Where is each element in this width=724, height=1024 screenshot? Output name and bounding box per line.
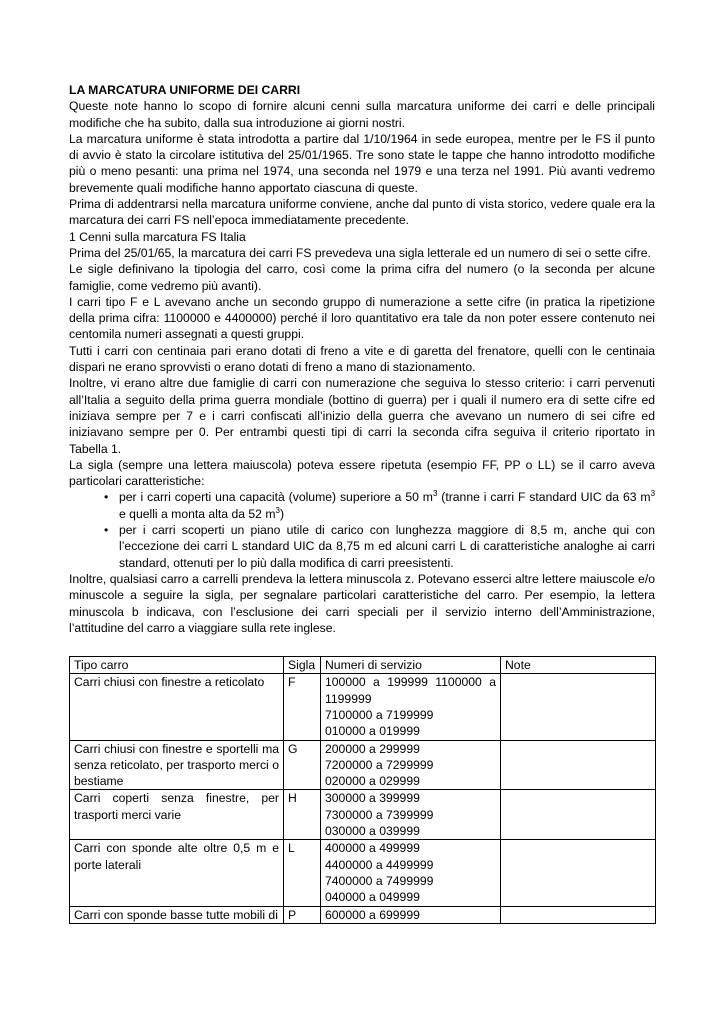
paragraph: La marcatura uniforme è stata introdotta a partire dal 1/10/1964 in sede europea, mentre per le FS il punto di avvio è stato la circolare istitutiva del 25/01/1965. Tre sono state le tappe che hanno introdotto modifiche più o meno pesanti: una prima nel 1974, una seconda nel 1979 e una terza nel 1991. Più avanti vedremo brevemente quali modifiche hanno apportato ciascuna di queste.: [69, 131, 655, 195]
table-row: [70, 840, 656, 906]
paragraph: Inoltre, vi erano altre due famiglie di carri con numerazione che seguiva lo stesso criterio: i carri pervenuti all’Italia a seguito della prima guerra mondiale (bottino di guerra) per i quali il numero era di sette cifre ed iniziava sempre per 7 e i carri confiscati all’inizio della guerra che avevano un numero di sei cifre ed iniziavano sempre per 0. Per entrambi questi tipi di carri la seconda cifra seguiva il criterio riportato in Tabella 1.: [69, 376, 655, 456]
numeri-cell: 400000 a 499999 4400000 a 4499999 7400000 a 7499999 040000 a 049999: [321, 840, 501, 906]
table-header-row: [70, 657, 656, 674]
paragraph: I carri tipo F e L avevano anche un secondo gruppo di numerazione a sette cifre (in pratica la ripetizione della prima cifra: 1100000 e 4400000) perché il loro quantitativo era tale da non poter essere contenuto nei centomila numeri assegnati a questi gruppi.: [69, 294, 655, 342]
numeri-cell: 100000 a 199999 1100000 a 1199999 7100000 a 7199999 010000 a 019999: [321, 674, 501, 740]
paragraph: Le sigle definivano la tipologia del carro, così come la prima cifra del numero (o la seconda per alcune famiglie, come vedremo più avanti).: [69, 262, 655, 293]
header-cell: Sigla: [284, 657, 321, 674]
document-page: [69, 82, 655, 924]
note-cell: [501, 790, 656, 840]
numeri-cell: 300000 a 399999 7300000 a 7399999 030000 a 039999: [321, 790, 501, 840]
table-row: [70, 740, 656, 790]
table-row: [70, 790, 656, 840]
header-cell: Tipo carro: [70, 657, 284, 674]
paragraph: Prima del 25/01/65, la marcatura dei carri FS prevedeva una sigla letterale ed un numero di sei o sette cifre.: [69, 245, 651, 260]
note-cell: [501, 906, 656, 923]
sigla-cell: P: [284, 906, 321, 923]
table-row: [70, 674, 656, 740]
bullet-icon: •: [104, 490, 109, 505]
paragraph: Queste note hanno lo scopo di fornire alcuni cenni sulla marcatura uniforme dei carri e delle principali modifiche che ha subito, dalla sua introduzione ai giorni nostri.: [69, 99, 655, 130]
bullet-icon: •: [104, 523, 109, 538]
note-cell: [501, 840, 656, 906]
bullet-item: • per i carri scoperti un piano utile di carico con lunghezza maggiore di 8,5 m, anche qui con l’eccezione dei carri L standard UIC da 8,75 m ed alcuni carri L di caratteristiche analoghe ai carri standard, ottenuti per lo più dalla modifica di carri preesistenti.: [104, 523, 655, 570]
bullet-item: • per i carri coperti una capacità (volume) superiore a 50 $m^3$ (tranne i carri F standard UIC da 63 $m^3$ e quelli a monta alta da 52 $m^3$): [104, 489, 656, 521]
paragraph: Inoltre, qualsiasi carro a carrelli prendeva la lettera minuscola z. Potevano esserci altre lettere maiuscole e/o minuscole a seguire la sigla, per segnalare particolari caratteristiche del carro. Per esempio, la lettera minuscola b indicava, con l’esclusione dei carri speciali per il servizio interno dell’Amministrazione, l’attitudine del carro a viaggiare sulla rete inglese.: [69, 571, 655, 635]
numeri-cell: 600000 a 699999: [321, 906, 501, 923]
sigla-cell: G: [284, 740, 321, 790]
tipo-cell: Carri chiusi con finestre a reticolato: [70, 674, 284, 740]
note-cell: [501, 674, 656, 740]
document-title: LA MARCATURA UNIFORME DEI CARRI: [69, 83, 301, 97]
paragraph: La sigla (sempre una lettera maiuscola) poteva essere ripetuta (esempio FF, PP o LL) se il carro aveva particolari caratteristiche:: [69, 457, 655, 489]
wagon-table: [69, 656, 656, 924]
numeri-cell: 200000 a 299999 7200000 a 7299999 020000 a 029999: [321, 740, 501, 790]
sigla-cell: H: [284, 790, 321, 840]
table-row: [70, 906, 656, 923]
header-cell: Note: [501, 657, 656, 674]
paragraph: Tutti i carri con centinaia pari erano dotati di freno a vite e di garetta del frenatore, quelli con le centinaia dispari ne erano sprovvisti o erano dotati di freno a mano di stazionamento.: [69, 343, 655, 375]
sigla-cell: F: [284, 674, 321, 740]
paragraph: Prima di addentrarsi nella marcatura uniforme conviene, anche dal punto di vista storico, vedere quale era la marcatura dei carri FS nell’epoca immediatamente precedente.: [69, 197, 655, 228]
header-cell: Numeri di servizio: [321, 657, 501, 674]
tipo-cell: Carri chiusi con finestre e sportelli ma senza reticolato, per trasporto merci o bestiame: [70, 740, 284, 790]
bullet-list: [69, 489, 655, 570]
tipo-cell: Carri con sponde basse tutte mobili di: [70, 906, 284, 923]
sigla-cell: L: [284, 840, 321, 906]
tipo-cell: Carri coperti senza finestre, per trasporti merci varie: [70, 790, 284, 840]
section-heading: 1 Cenni sulla marcatura FS Italia: [69, 229, 246, 244]
tipo-cell: Carri con sponde alte oltre 0,5 m e porte laterali: [70, 840, 284, 906]
note-cell: [501, 740, 656, 790]
